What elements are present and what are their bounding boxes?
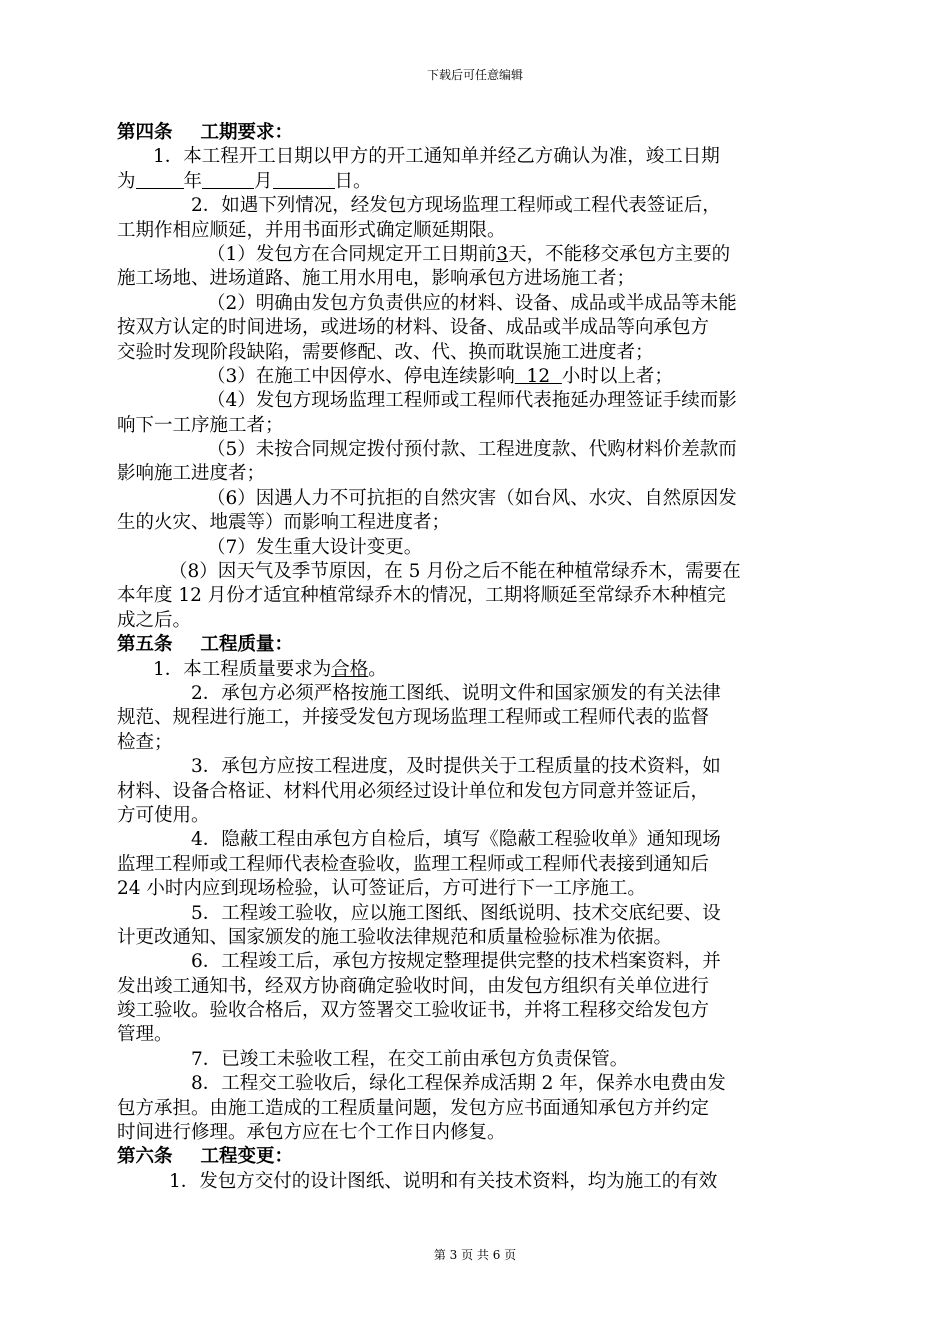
- list-item: （7）发生重大设计变更。: [207, 536, 423, 558]
- list-item: 按双方认定的时间进场，或进场的材料、设备、成品或半成品等向承包方: [117, 317, 710, 339]
- paragraph: 5．工程竣工验收，应以施工图纸、图纸说明、技术交底纪要、设: [191, 902, 721, 924]
- text: 1．本工程质量要求为: [153, 658, 332, 680]
- paragraph: 1．本工程开工日期以甲方的开工通知单并经乙方确认为准，竣工日期: [153, 146, 720, 168]
- list-item: 施工场地、进场道路、施工用水用电，影响承包方进场施工者；: [117, 268, 636, 290]
- paragraph: 监理工程师或工程师代表检查验收，监理工程师或工程师代表接到通知后: [117, 853, 710, 875]
- month-blank: [202, 170, 254, 189]
- article-4-heading: [117, 121, 841, 145]
- text: 小时以上者；: [561, 365, 673, 387]
- paragraph: 2．承包方必须严格按施工图纸、说明文件和国家颁发的有关法律: [191, 682, 721, 704]
- paragraph: 管理。: [117, 1024, 173, 1046]
- paragraph: 2．如遇下列情况，经发包方现场监理工程师或工程代表签证后，: [191, 195, 721, 217]
- list-item: [117, 365, 841, 389]
- paragraph: 7．已竣工未验收工程，在交工前由承包方负责保管。: [191, 1048, 629, 1070]
- paragraph: 时间进行修理。承包方应在七个工作日内修复。: [117, 1122, 506, 1144]
- year-blank: [136, 170, 184, 189]
- list-item: （8）因天气及季节原因，在 5 月份之后不能在种植常绿乔木，需要在: [169, 561, 741, 583]
- paragraph: 竣工验收。验收合格后，双方签署交工验收证书，并将工程移交给发包方: [117, 1000, 710, 1022]
- paragraph: 6．工程竣工后，承包方按规定整理提供完整的技术档案资料，并: [191, 951, 721, 973]
- text: 为: [117, 170, 136, 192]
- day-blank: [273, 170, 335, 189]
- list-item: 交验时发现阶段缺陷，需要修配、改、代、换而耽误施工进度者；: [117, 341, 654, 363]
- list-item: （2）明确由发包方负责供应的材料、设备、成品或半成品等未能: [207, 292, 737, 314]
- paragraph: 检查；: [117, 731, 173, 753]
- paragraph: 24 小时内应到现场检验，认可签证后，方可进行下一工序施工。: [117, 878, 646, 900]
- paragraph: 方可使用。: [117, 804, 210, 826]
- paragraph: 8．工程交工验收后，绿化工程保养成活期 2 年，保养水电费由发: [191, 1073, 726, 1095]
- paragraph: [117, 658, 841, 682]
- article-5-number: 第五条: [117, 634, 173, 656]
- text: 日。: [334, 170, 372, 192]
- paragraph: 材料、设备合格证、材料代用必须经过设计单位和发包方同意并签证后，: [117, 780, 710, 802]
- hours-value: 12: [514, 365, 562, 387]
- list-item: 生的火灾、地震等）而影响工程进度者；: [117, 512, 451, 534]
- quality-value: 合格: [331, 658, 369, 680]
- article-6-number: 第六条: [117, 1146, 173, 1168]
- paragraph: 计更改通知、国家颁发的施工验收法律规范和质量检验标准为依据。: [117, 926, 673, 948]
- paragraph: 3．承包方应按工程进度，及时提供关于工程质量的技术资料，如: [191, 756, 721, 778]
- paragraph: 4．隐蔽工程由承包方自检后，填写《隐蔽工程验收单》通知现场: [191, 829, 721, 851]
- days-value: 3: [496, 243, 509, 265]
- text: （1）发包方在合同规定开工日期前: [207, 243, 497, 265]
- document-body: [117, 121, 841, 1194]
- page-header: 下载后可任意编辑: [426, 68, 523, 82]
- paragraph: 规范、规程进行施工，并接受发包方现场监理工程师或工程师代表的监督: [117, 707, 710, 729]
- article-5-title: 工程质量：: [200, 634, 294, 656]
- page-footer: 第 3 页 共 6 页: [433, 1248, 517, 1262]
- article-4-title: 工期要求：: [200, 122, 294, 143]
- paragraph: 工期作相应顺延，并用书面形式确定顺延期限。: [117, 219, 506, 241]
- text: 。: [368, 658, 387, 680]
- article-6-title: 工程变更：: [200, 1146, 294, 1168]
- paragraph: 1．发包方交付的设计图纸、说明和有关技术资料，均为施工的有效: [169, 1170, 718, 1192]
- text: 年: [183, 170, 203, 192]
- list-item: 成之后。: [117, 609, 192, 631]
- article-6-heading: [117, 1145, 841, 1169]
- list-item: （4）发包方现场监理工程师或工程师代表拖延办理签证手续而影: [207, 390, 737, 412]
- list-item: [117, 243, 841, 267]
- list-item: （6）因遇人力不可抗拒的自然灾害（如台风、水灾、自然原因发: [207, 487, 737, 509]
- list-item: （5）未按合同规定拨付预付款、工程进度款、代购材料价差款而: [207, 439, 737, 461]
- text: （3）在施工中因停水、停电连续影响: [207, 365, 515, 387]
- text: 月: [254, 170, 273, 192]
- list-item: 本年度 12 月份才适宜种植常绿乔木的情况，工期将顺延至常绿乔木种植完: [117, 585, 726, 607]
- list-item: 响下一工序施工者；: [117, 414, 284, 436]
- article-4-number: 第四条: [117, 122, 173, 143]
- paragraph: 包方承担。由施工造成的工程质量问题，发包方应书面通知承包方并约定: [117, 1097, 710, 1119]
- list-item: 影响施工进度者；: [117, 463, 266, 485]
- article-5-heading: [117, 633, 841, 657]
- completion-date-line: [117, 170, 841, 194]
- paragraph: 发出竣工通知书，经双方协商确定验收时间，由发包方组织有关单位进行: [117, 975, 710, 997]
- text: 天，不能移交承包方主要的: [508, 243, 731, 265]
